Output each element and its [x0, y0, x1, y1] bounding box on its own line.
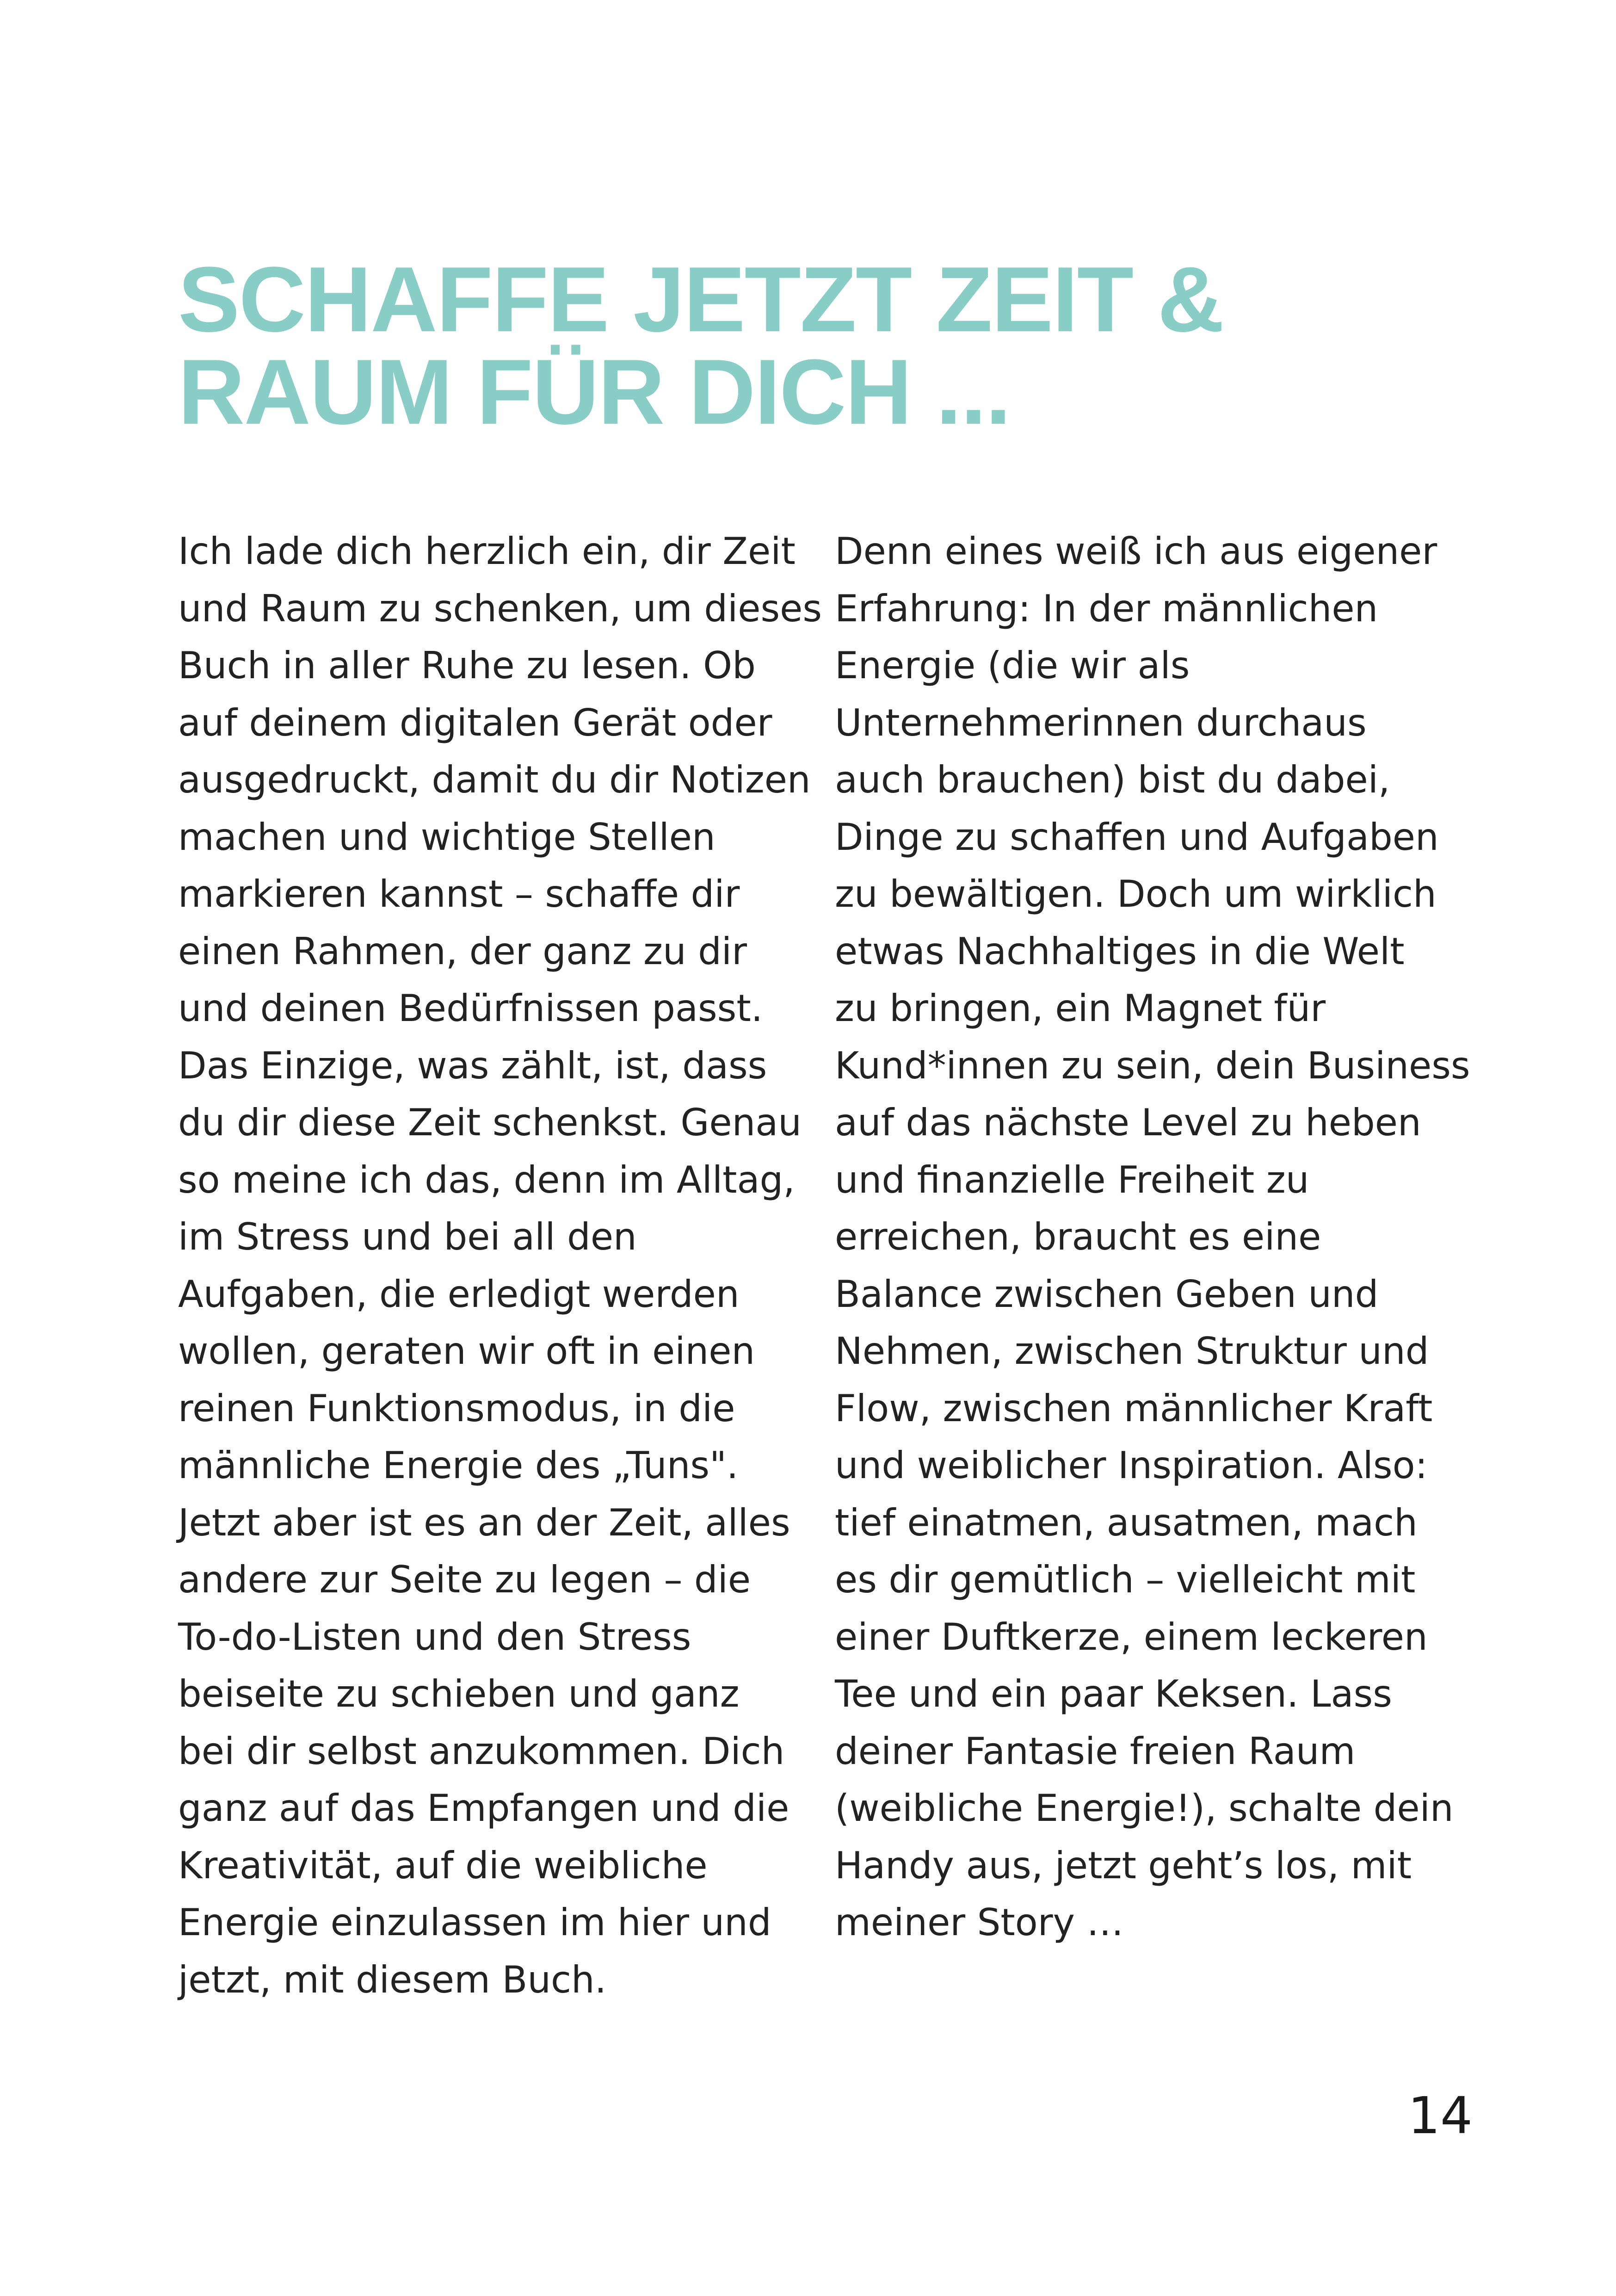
text-line: Aufgaben, die erledigt werden: [178, 1272, 740, 1316]
text-line: Balance zwischen Geben und: [835, 1272, 1379, 1316]
text-line: deiner Fantasie freien Raum: [835, 1729, 1356, 1773]
text-line: Buch in aller Ruhe zu lesen. Ob: [178, 644, 756, 687]
page-number: 14: [1408, 2086, 1473, 2145]
text-line: Dinge zu schaffen und Aufgaben: [835, 815, 1439, 859]
body-text-left-column: [178, 523, 822, 2008]
text-line: (weibliche Energie!), schalte dein: [835, 1787, 1454, 1830]
text-line: auf das nächste Level zu heben: [835, 1101, 1421, 1144]
text-line: Handy aus, jetzt geht’s los, mit: [835, 1844, 1412, 1887]
text-line: Erfahrung: In der männlichen: [835, 587, 1378, 630]
text-line: beiseite zu schieben und ganz: [178, 1672, 740, 1715]
text-line: zu bewältigen. Doch um wirklich: [835, 873, 1437, 916]
text-line: Jetzt aber ist es an der Zeit, alles: [178, 1501, 790, 1544]
text-line: Nehmen, zwischen Struktur und: [835, 1330, 1429, 1373]
text-line: jetzt, mit diesem Buch.: [178, 1958, 607, 2001]
text-line: Denn eines weiß ich aus eigener: [835, 530, 1437, 573]
text-line: tief einatmen, ausatmen, mach: [835, 1501, 1418, 1544]
text-line: Kreativität, auf die weibliche: [178, 1844, 708, 1887]
text-line: Energie (die wir als: [835, 644, 1190, 687]
body-text-right-column: [835, 523, 1470, 1951]
text-line: erreichen, braucht es eine: [835, 1215, 1321, 1258]
text-line: du dir diese Zeit schenkst. Genau: [178, 1101, 802, 1144]
text-line: zu bringen, ein Magnet für: [835, 987, 1326, 1030]
text-line: einen Rahmen, der ganz zu dir: [178, 929, 747, 973]
text-line: andere zur Seite zu legen – die: [178, 1558, 751, 1601]
title-line: RAUM FÜR DICH ...: [178, 340, 1011, 444]
text-line: ausgedruckt, damit du dir Notizen: [178, 758, 811, 801]
page-title: [178, 248, 1427, 444]
text-line: reinen Funktionsmodus, in die: [178, 1386, 735, 1430]
text-line: Kund*innen zu sein, dein Business: [835, 1044, 1470, 1087]
text-line: Das Einzige, was zählt, ist, dass: [178, 1044, 767, 1087]
text-line: und deinen Bedürfnissen passt.: [178, 987, 763, 1030]
title-line: SCHAFFE JETZT ZEIT &: [178, 248, 1223, 351]
text-line: machen und wichtige Stellen: [178, 815, 715, 859]
text-line: einer Duftkerze, einem leckeren: [835, 1615, 1428, 1659]
text-line: so meine ich das, denn im Alltag,: [178, 1158, 795, 1201]
text-line: Unternehmerinnen durchaus: [835, 701, 1367, 744]
text-line: ganz auf das Empfangen und die: [178, 1787, 789, 1830]
text-line: markieren kannst – schaffe dir: [178, 873, 740, 916]
text-line: es dir gemütlich – vielleicht mit: [835, 1558, 1416, 1601]
text-line: Energie einzulassen im hier und: [178, 1901, 771, 1944]
text-line: Flow, zwischen männlicher Kraft: [835, 1386, 1433, 1430]
text-line: und weiblicher Inspiration. Also:: [835, 1444, 1428, 1487]
text-line: To-do-Listen und den Stress: [178, 1615, 691, 1659]
text-line: Ich lade dich herzlich ein, dir Zeit: [178, 530, 796, 573]
text-line: bei dir selbst anzukommen. Dich: [178, 1729, 785, 1773]
text-line: auch brauchen) bist du dabei,: [835, 758, 1390, 801]
text-line: im Stress und bei all den: [178, 1215, 637, 1258]
text-line: und finanzielle Freiheit zu: [835, 1158, 1309, 1201]
text-line: und Raum zu schenken, um dieses: [178, 587, 822, 630]
text-line: männliche Energie des „Tuns".: [178, 1444, 739, 1487]
text-line: etwas Nachhaltiges in die Welt: [835, 929, 1405, 973]
text-line: auf deinem digitalen Gerät oder: [178, 701, 772, 744]
text-line: Tee und ein paar Keksen. Lass: [835, 1672, 1392, 1715]
text-line: meiner Story …: [835, 1901, 1124, 1944]
text-line: wollen, geraten wir oft in einen: [178, 1330, 755, 1373]
